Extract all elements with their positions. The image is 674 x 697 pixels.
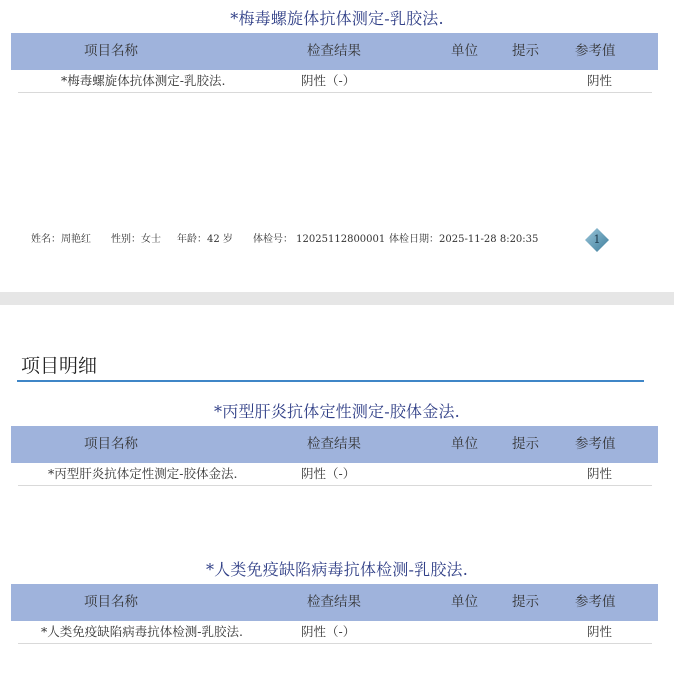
row-name: *人类免疫缺陷病毒抗体检测-乳胶法. [41, 624, 243, 639]
column-header-unit: 单位 [451, 594, 478, 610]
table-row [18, 621, 652, 644]
page-number: 1 [593, 233, 601, 246]
row-name: *丙型肝炎抗体定性测定-胶体金法. [48, 466, 238, 481]
table-row [18, 463, 652, 486]
test-title: *丙型肝炎抗体定性测定-胶体金法. [214, 402, 460, 421]
exam-number: 体检号： 12025112800001 [253, 234, 386, 245]
row-reference: 阴性 [587, 466, 613, 481]
column-header-name: 项目名称 [84, 594, 138, 610]
section-title: 项目明细 [21, 355, 98, 377]
row-result: 阴性（-） [301, 73, 356, 88]
test-title: *人类免疫缺陷病毒抗体检测-乳胶法. [205, 560, 469, 579]
page-separator [0, 292, 674, 305]
table-header [11, 584, 658, 621]
column-header-unit: 单位 [451, 436, 478, 452]
patient-gender: 性别：女士 [111, 234, 161, 245]
column-header-name: 项目名称 [84, 436, 138, 452]
report-page-2 [0, 305, 674, 697]
column-header-name: 项目名称 [84, 43, 138, 59]
patient-name: 姓名：周艳红 [31, 234, 91, 245]
table-row [18, 70, 652, 93]
column-header-reference: 参考值 [575, 436, 616, 452]
exam-date: 体检日期：2025-11-28 8:20:35 [389, 234, 539, 245]
section-divider [17, 380, 644, 382]
page-number-badge [584, 227, 610, 253]
column-header-hint: 提示 [512, 436, 539, 452]
row-reference: 阴性 [587, 73, 613, 88]
column-header-unit: 单位 [451, 43, 478, 59]
table-header [11, 33, 658, 70]
column-header-result: 检查结果 [307, 594, 361, 610]
patient-age: 年龄：42 岁 [177, 234, 233, 245]
column-header-reference: 参考值 [575, 594, 616, 610]
column-header-hint: 提示 [512, 594, 539, 610]
table-header [11, 426, 658, 463]
column-header-reference: 参考值 [575, 43, 616, 59]
column-header-hint: 提示 [512, 43, 539, 59]
row-reference: 阴性 [587, 624, 613, 639]
column-header-result: 检查结果 [307, 43, 361, 59]
row-name: *梅毒螺旋体抗体测定-乳胶法. [61, 73, 226, 88]
column-header-result: 检查结果 [307, 436, 361, 452]
report-page-1 [0, 0, 674, 292]
test-title: *梅毒螺旋体抗体测定-乳胶法. [230, 9, 444, 28]
row-result: 阴性（-） [301, 624, 356, 639]
row-result: 阴性（-） [301, 466, 356, 481]
